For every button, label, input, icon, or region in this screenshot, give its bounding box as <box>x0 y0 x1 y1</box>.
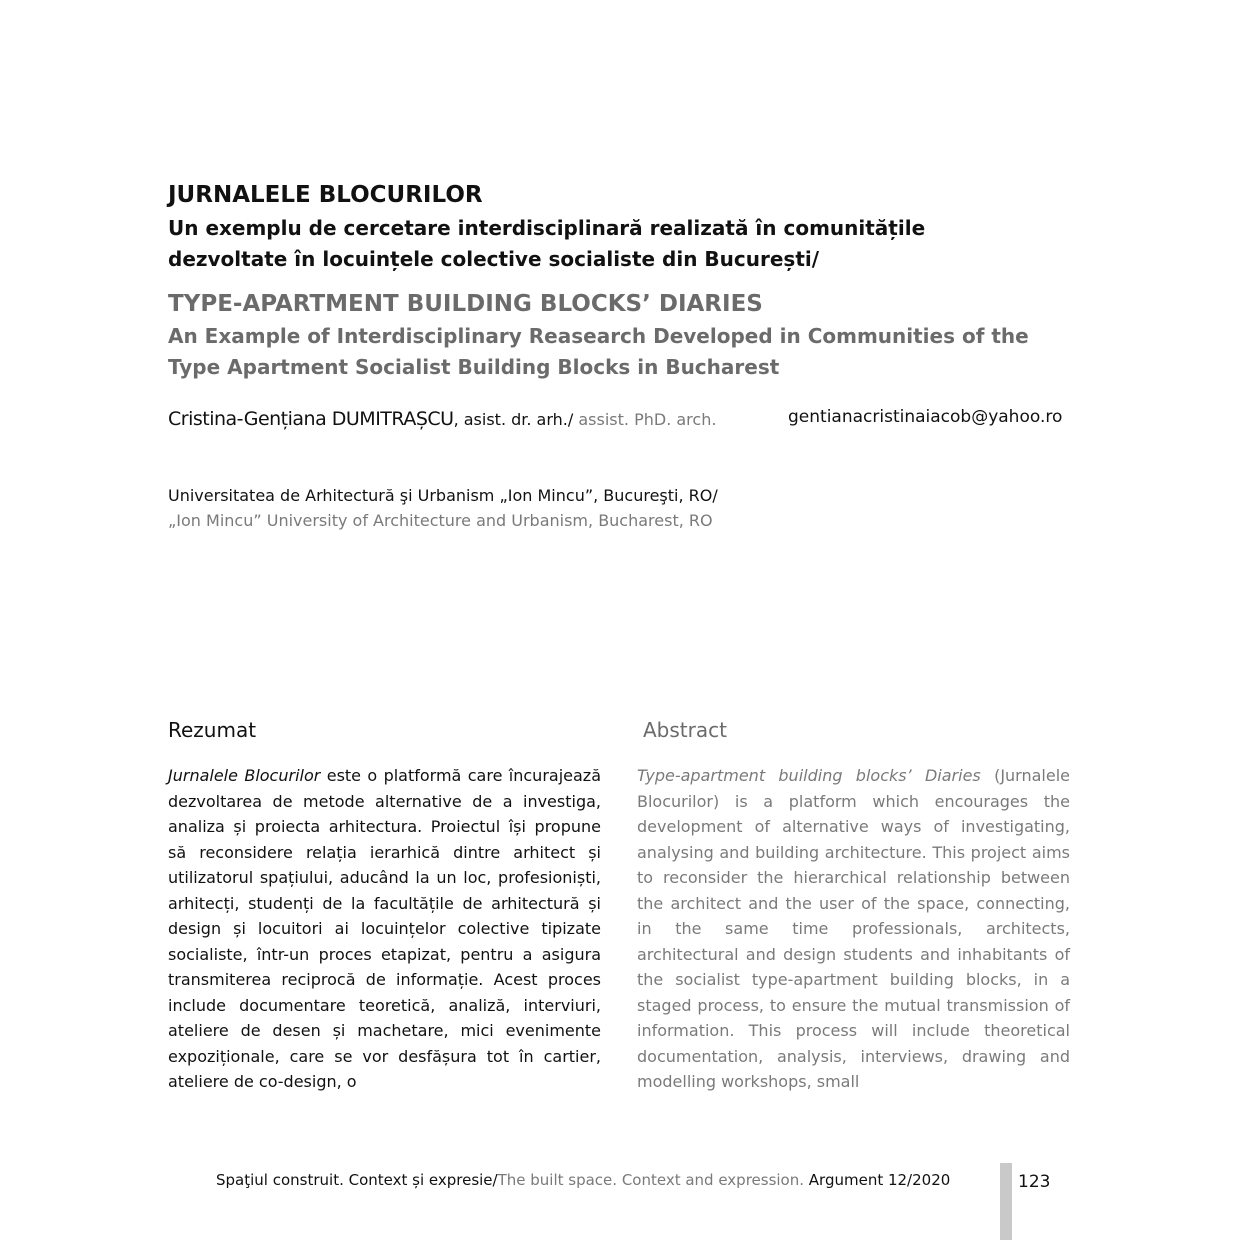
abstract-text-en: (Jurnalele Blocurilor) is a platform which encourages the development of alternative ways of investigating, analysing and building architecture. This project aims to reconsider the hierarchical relationship between the architect and the user of the space, connecting, in the same time professionals, architects, architectural and design students and inhabitants of the socialist type-apartment building blocks, in a staged process, to ensure the mutual transmission of information. This process will include theoretical documentation, analysis, interviews, drawing and modelling workshops, small <box>637 766 1070 1091</box>
affiliation-ro: Universitatea de Arhitectură şi Urbanism „Ion Mincu”, Bucureşti, RO/ <box>168 486 718 505</box>
abstract-text-ro: este o platformă care încurajează dezvoltarea de metode alternative de a investiga, analiza și proiecta arhitectura. Proiectul își propune să reconsidere relația ierarhică dintre arhitect și utilizatorul spațiului, aducând la un loc, profesioniști, arhitecți, studenți de la facultățile de arhitectură și design și locuitori ai locuințelor colective tipizate socialiste, într-un proces etapizat, pentru a asigura transmiterea reciprocă de informație. Acest proces include documentare teoretică, analiză, interviuri, ateliere de desen și machetare, mici evenimente expoziționale, care se vor desfășura tot în cartier, ateliere de co-design, o <box>168 766 601 1091</box>
author-role-ro: , asist. dr. arh./ <box>453 410 574 429</box>
page-number-bar <box>1000 1163 1012 1240</box>
abstract-body-ro <box>168 763 601 1095</box>
subtitle-ro: Un exemplu de cercetare interdisciplinară realizată în comunitățile dezvoltate în locuințele colective socialiste din București/ <box>168 216 926 271</box>
abstract-lead-en: Type-apartment building blocks’ Diaries <box>637 766 981 785</box>
author-email[interactable]: gentianacristinaiacob@yahoo.ro <box>788 407 1063 427</box>
abstract-body-en <box>637 763 1070 1095</box>
abstract-heading-en: Abstract <box>643 718 727 742</box>
author-name: Cristina-Gențiana DUMITRAȘCU <box>168 408 454 430</box>
footer-journal-ro: Spaţiul construit. Context și expresie/ <box>216 1171 498 1189</box>
author-role-en <box>573 410 716 429</box>
abstract-lead-ro: Jurnalele Blocurilor <box>168 766 321 785</box>
title-ro: JURNALELE BLOCURILOR <box>168 182 483 208</box>
subtitle-en: An Example of Interdisciplinary Reasearch Developed in Communities of the Type Apartment Socialist Building Blocks in Bucharest <box>168 324 1029 379</box>
footer-issue: Argument 12/2020 <box>804 1171 951 1189</box>
footer-journal-en: The built space. Context and expression. <box>497 1171 805 1189</box>
author-role-ro-text: asist. dr. arh./ <box>463 410 574 429</box>
page-number: 123 <box>1018 1172 1051 1192</box>
author-role-en-text: assist. PhD. arch. <box>578 410 717 429</box>
footer-journal <box>216 1171 950 1189</box>
author-line <box>168 408 716 430</box>
title-en: TYPE-APARTMENT BUILDING BLOCKS’ DIARIES <box>168 291 763 317</box>
affiliation-en: „Ion Mincu” University of Architecture and Urbanism, Bucharest, RO <box>168 511 713 530</box>
abstract-heading-ro: Rezumat <box>168 718 257 742</box>
